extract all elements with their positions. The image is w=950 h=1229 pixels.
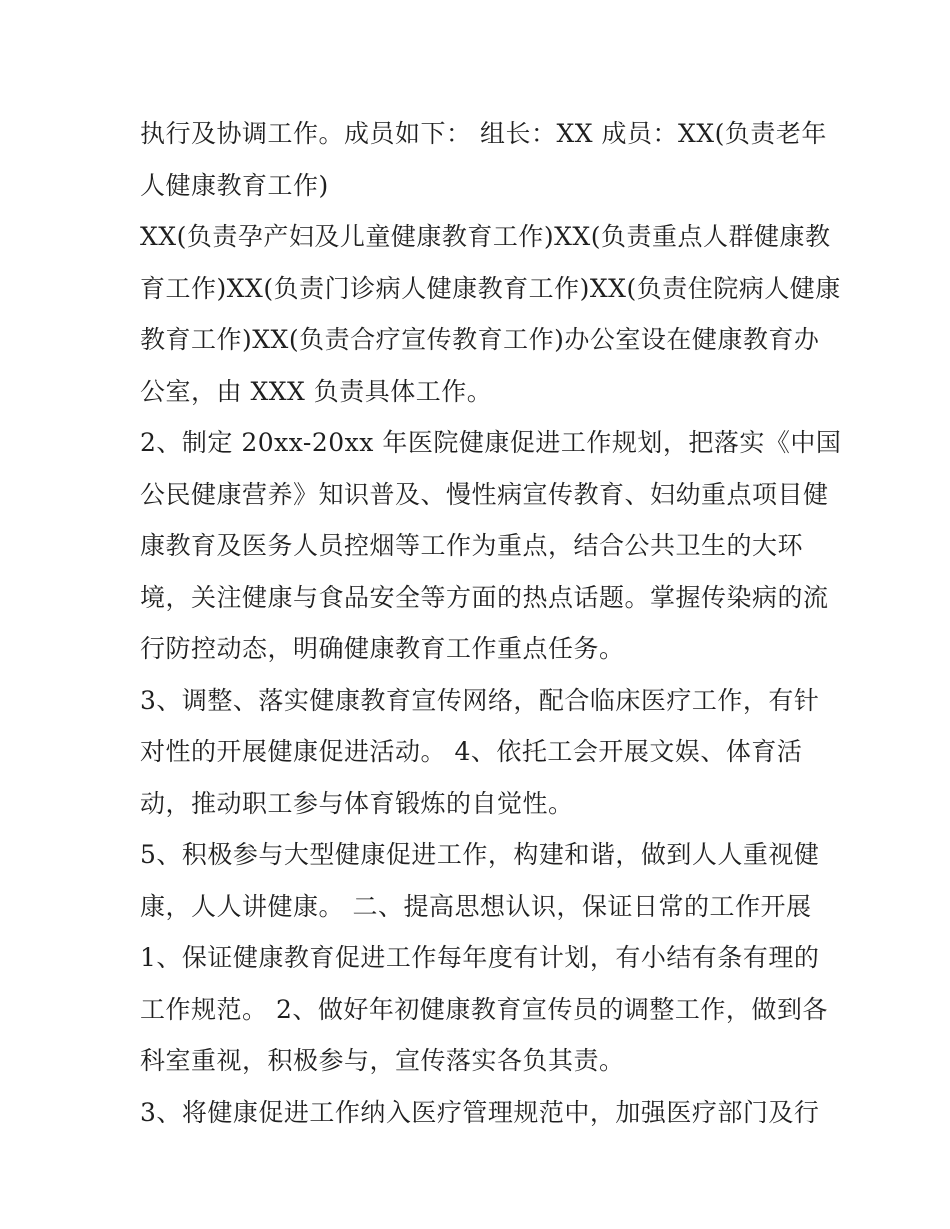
text-line: XX(负责孕产妇及儿童健康教育工作)XX(负责重点人群健康教 xyxy=(140,222,831,251)
text-line: 执行及协调工作。成员如下： 组长：XX 成员：XX(负责老年 xyxy=(140,119,827,148)
text-line: 康，人人讲健康。 二、提高思想认识，保证日常的工作开展 xyxy=(140,891,812,921)
text-line: 3、将健康促进工作纳入医疗管理规范中，加强医疗部门及行 xyxy=(140,1097,820,1127)
text-line: 对性的开展健康促进活动。 4、依托工会开展文娱、体育活 xyxy=(140,737,803,766)
text-line: 科室重视，积极参与，宣传落实各负其责。 xyxy=(140,1046,625,1075)
text-line: 行防控动态，明确健康教育工作重点任务。 xyxy=(140,634,625,663)
text-line: 1、保证健康教育促进工作每年度有计划，有小结有条有理的 xyxy=(140,943,820,972)
document-body xyxy=(140,108,842,1138)
text-line: 公民健康营养》知识普及、慢性病宣传教育、妇幼重点项目健 xyxy=(140,479,829,509)
text-line: 2、制定 20xx-20xx 年医院健康促进工作规划，把落实《中国 xyxy=(140,428,842,457)
text-line: 境，关注健康与食品安全等方面的热点话题。掌握传染病的流 xyxy=(140,582,829,612)
text-line: 康教育及医务人员控烟等工作为重点，结合公共卫生的大环 xyxy=(140,531,804,560)
text-line: 公室，由 XXX 负责具体工作。 xyxy=(140,376,493,406)
text-line: 动，推动职工参与体育锻炼的自觉性。 xyxy=(140,788,574,818)
text-line: 5、积极参与大型健康促进工作，构建和谐，做到人人重视健 xyxy=(140,840,820,869)
text-line: 育工作)XX(负责门诊病人健康教育工作)XX(负责住院病人健康 xyxy=(140,273,841,303)
text-line: 3、调整、落实健康教育宣传网络，配合临床医疗工作，有针 xyxy=(140,685,820,715)
text-line: 教育工作)XX(负责合疗宣传教育工作)办公室设在健康教育办 xyxy=(140,325,820,354)
text-line: 人健康教育工作) xyxy=(140,170,329,200)
text-line: 工作规范。 2、做好年初健康教育宣传员的调整工作，做到各 xyxy=(140,994,828,1024)
